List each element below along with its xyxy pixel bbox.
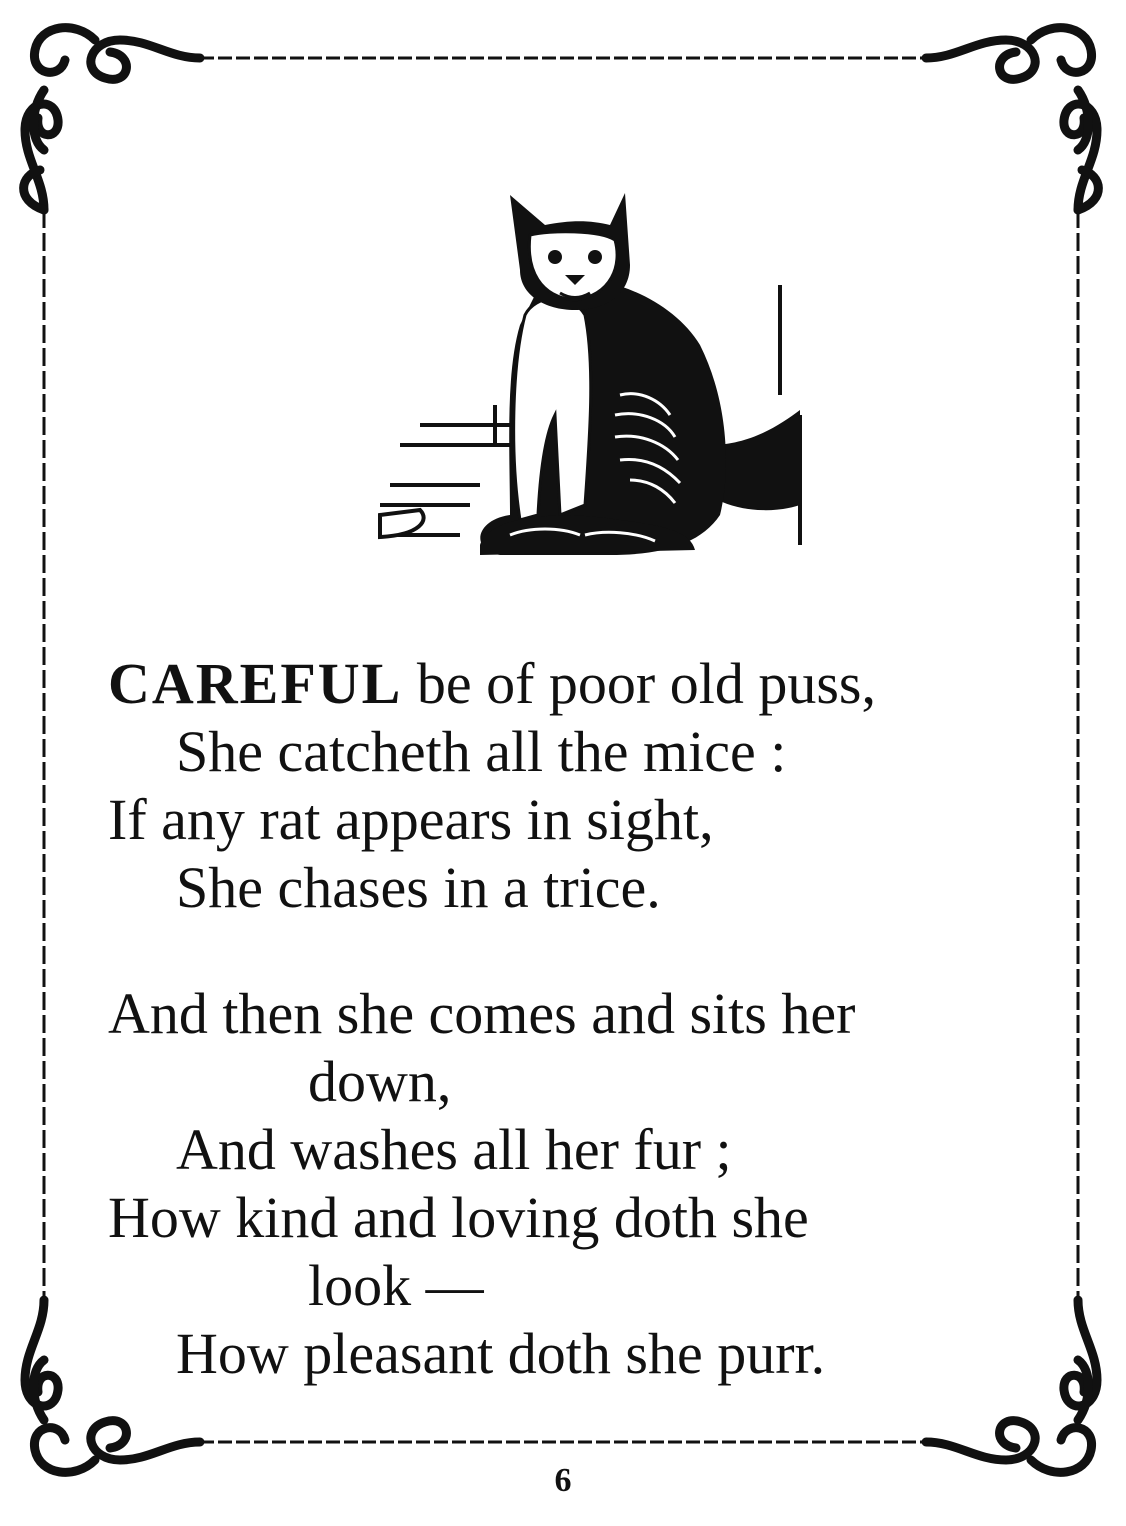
corner-flourish-bottom-left-icon xyxy=(25,1300,200,1472)
poem-line: She chases in a trice. xyxy=(176,855,661,920)
poem-line: And then she comes and sits her xyxy=(108,981,856,1046)
poem-line-text: be of poor old puss, xyxy=(402,651,876,716)
corner-flourish-top-left-icon xyxy=(24,28,200,210)
corner-flourish-bottom-right-icon xyxy=(926,1300,1097,1472)
drop-word: CAREFUL xyxy=(108,651,403,716)
poem-line: She catcheth all the mice : xyxy=(176,719,787,784)
poem-line: How pleasant doth she purr. xyxy=(176,1321,826,1386)
poem-line: look — xyxy=(308,1253,484,1318)
poem-line: down, xyxy=(308,1049,452,1114)
cat-illustration xyxy=(360,175,820,575)
poem-line: If any rat appears in sight, xyxy=(108,787,714,852)
poem-line xyxy=(108,650,876,718)
poem-line: And washes all her fur ; xyxy=(176,1117,732,1182)
poem-line: How kind and loving doth she xyxy=(108,1185,809,1250)
page-number: 6 xyxy=(554,1462,572,1499)
corner-flourish-top-right-icon xyxy=(926,28,1098,210)
